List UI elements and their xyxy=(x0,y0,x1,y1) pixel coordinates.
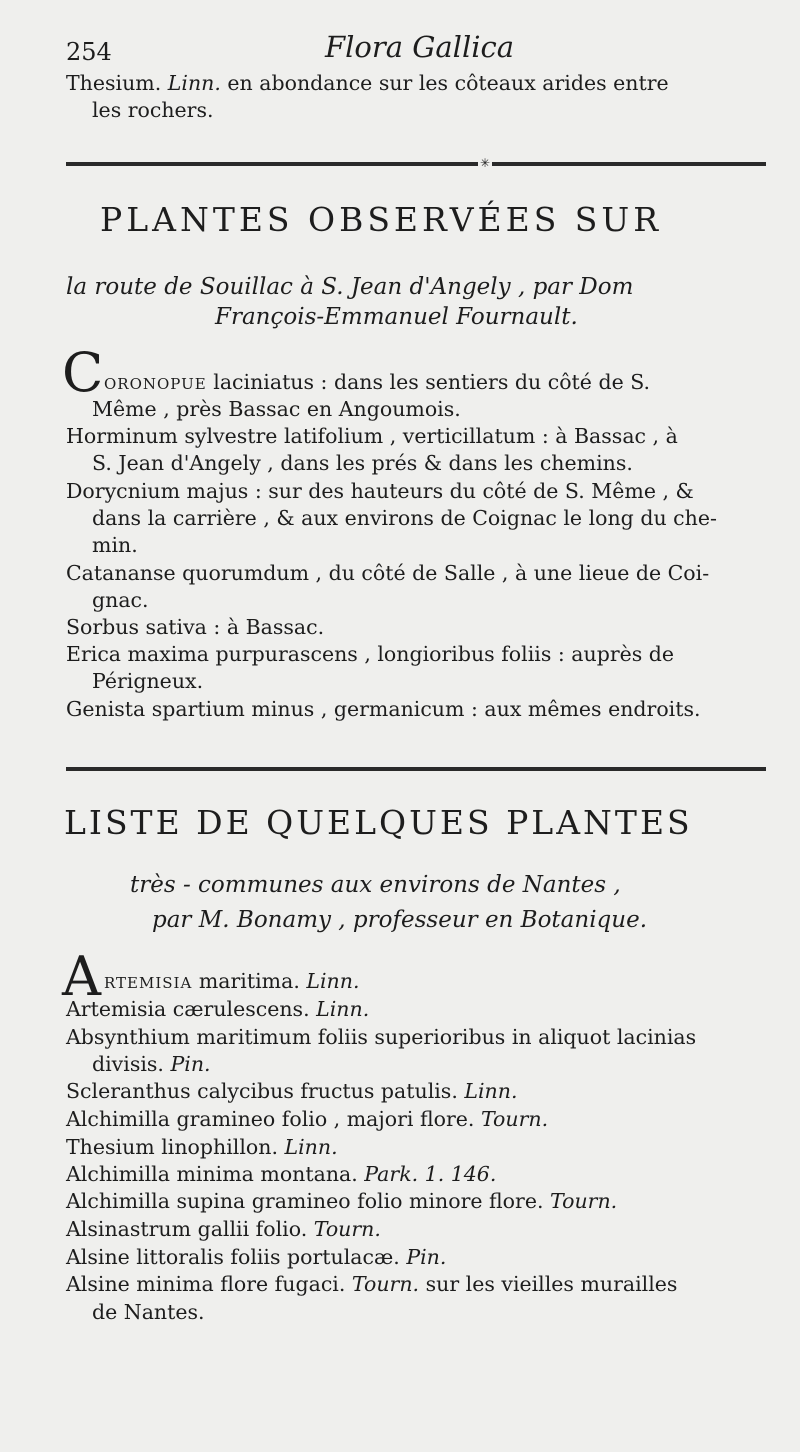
dropcap-c: C xyxy=(62,341,104,404)
s1-line-5: dans la carrière , & aux environs de Coignac le long du che- xyxy=(92,506,717,530)
section1-subtitle-line1: la route de Souillac à S. Jean d'Angely , par Dom xyxy=(66,274,634,300)
section2-subtitle-line2: par M. Bonamy , professeur en Botanique. xyxy=(152,907,648,933)
s1-line-12: Genista spartium minus , germanicum : aux mêmes endroits. xyxy=(66,697,701,721)
s1-line-1: Même , près Bassac en Angoumois. xyxy=(92,397,461,421)
s2-entry-11: Alsine minima flore fugaci. Tourn. sur les vieilles murailles xyxy=(66,1272,678,1296)
section1-title: PLANTES OBSERVÉES SUR xyxy=(100,200,663,239)
s2-entry-10: Alsine littoralis foliis portulacæ. Pin. xyxy=(66,1245,447,1269)
s2-entry-4: Scleranthus calycibus fructus patulis. Linn. xyxy=(66,1079,518,1103)
s2-entry-6: Thesium linophillon. Linn. xyxy=(66,1135,338,1159)
page-number: 254 xyxy=(66,38,112,66)
s1-line-7: Catananse quorumdum , du côté de Salle , à une lieue de Coi- xyxy=(66,561,710,585)
intro-line-1: Thesium. Linn. en abondance sur les côteaux arides entre xyxy=(66,71,669,95)
divider-rule xyxy=(66,162,766,166)
s1-line-3: S. Jean d'Angely , dans les prés & dans les chemins. xyxy=(92,451,633,475)
s2-entry-5: Alchimilla gramineo folio , majori flore. Tourn. xyxy=(66,1107,549,1131)
section2-title: LISTE DE QUELQUES PLANTES xyxy=(64,803,693,842)
s1-line-2: Horminum sylvestre latifolium , verticillatum : à Bassac , à xyxy=(66,424,678,448)
rule-ornament: ✳ xyxy=(480,156,491,170)
section1-subtitle-line2: François-Emmanuel Fournault. xyxy=(215,304,578,330)
dropcap-a: A xyxy=(62,945,101,1008)
s1-line-9: Sorbus sativa : à Bassac. xyxy=(66,615,325,639)
s1-line-4: Dorycnium majus : sur des hauteurs du côté de S. Même , & xyxy=(66,479,694,503)
divider-rule xyxy=(66,767,766,771)
s2-entry-0: RTEMISIA maritima. Linn. xyxy=(104,969,360,993)
s2-entry-7: Alchimilla minima montana. Park. 1. 146. xyxy=(66,1162,497,1186)
s1-line-0: ORONOPUE laciniatus : dans les sentiers du côté de S. xyxy=(104,370,651,394)
s2-entry-2: Absynthium maritimum foliis superioribus in aliquot lacinias xyxy=(66,1025,697,1049)
s1-line-6: min. xyxy=(92,533,138,557)
running-title: Flora Gallica xyxy=(325,30,515,64)
s2-entry-12: de Nantes. xyxy=(92,1300,205,1324)
section2-subtitle-line1: très - communes aux environs de Nantes , xyxy=(130,872,621,898)
s1-line-11: Périgneux. xyxy=(92,669,204,693)
intro-line-2: les rochers. xyxy=(92,98,214,122)
s1-line-10: Erica maxima purpurascens , longioribus foliis : auprès de xyxy=(66,642,675,666)
s1-line-8: gnac. xyxy=(92,588,149,612)
s2-entry-1: Artemisia cærulescens. Linn. xyxy=(66,997,370,1021)
s2-entry-3: divisis. Pin. xyxy=(92,1052,211,1076)
s2-entry-9: Alsinastrum gallii folio. Tourn. xyxy=(66,1217,381,1241)
s2-entry-8: Alchimilla supina gramineo folio minore flore. Tourn. xyxy=(66,1189,618,1213)
